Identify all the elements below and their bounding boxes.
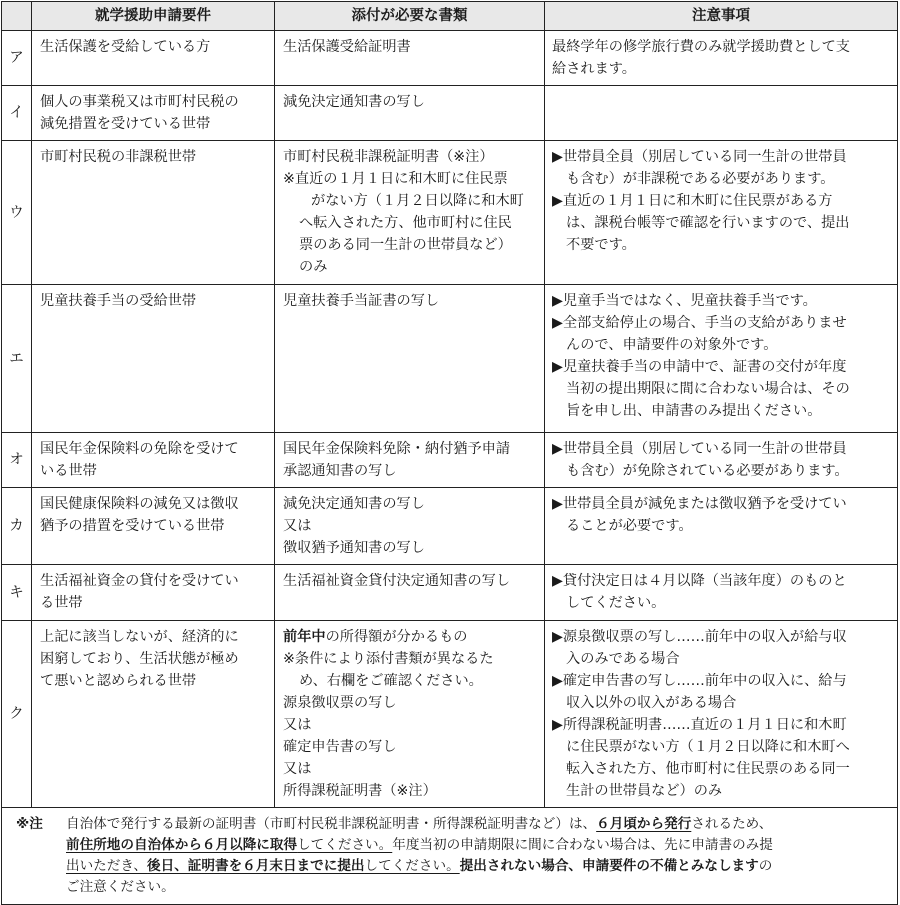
document-text: 票のある同一生計の世帯員など） <box>299 237 512 253</box>
documents-cell <box>275 565 545 621</box>
table-row <box>2 31 898 86</box>
table-row <box>2 488 898 565</box>
document-text: め、右欄をご確認ください。 <box>299 673 483 689</box>
notes-cell <box>545 141 898 285</box>
requirement-text: 児童扶養手当の受給世帯 <box>40 293 197 309</box>
notes-cell <box>545 86 898 141</box>
document-text: 徴収猶予通知書の写し <box>283 540 425 556</box>
note-text: は、課税台帳等で確認を行いますので、提出 <box>566 215 850 231</box>
note-text: 当初の提出期限に間に合わない場合は、その <box>566 381 850 397</box>
note-text: ▶世帯員全員（別居している同一生計の世帯員 <box>552 149 847 165</box>
footnote-row <box>2 808 898 905</box>
document-text: ※条件により添付書類が異なるた <box>283 651 494 667</box>
footnote-line-4 <box>16 877 889 898</box>
documents-cell <box>275 31 545 86</box>
requirements-table <box>1 1 898 905</box>
document-text: 所得課税証明書（※注） <box>283 783 437 799</box>
row-letter: ウ <box>2 141 32 285</box>
footnote-text: 年度当初の申請期限に間に合わない場合は、先に申請書のみ提 <box>392 837 773 853</box>
table-row <box>2 141 898 285</box>
notes-cell <box>545 31 898 86</box>
documents-cell <box>275 621 545 808</box>
footnote-line-1 <box>16 814 889 835</box>
document-text: へ転入された方、他市町村に住民 <box>299 215 512 231</box>
footnote-emphasis: 提出されない場合、申請要件の不備とみなします <box>459 858 759 874</box>
table-row <box>2 565 898 621</box>
document-text: 又は <box>283 761 312 777</box>
note-text: 入のみである場合 <box>566 651 680 667</box>
note-text: ▶世帯員全員（別居している同一生計の世帯員 <box>552 441 847 457</box>
note-text: も含む）が非課税である必要があります。 <box>566 171 835 187</box>
footnote-line-2 <box>16 835 889 856</box>
requirement-text: て悪いと認められる世帯 <box>40 673 197 689</box>
requirement-cell <box>32 433 275 488</box>
footnote-text: されるため、 <box>691 816 773 832</box>
footnote-text: の <box>758 858 773 874</box>
note-text: 不要です。 <box>566 237 636 253</box>
note-text: 最終学年の修学旅行費のみ就学援助費として支 <box>552 39 850 55</box>
footnote-text: ご注意ください。 <box>66 879 175 895</box>
row-letter: エ <box>2 285 32 433</box>
document-text: 市町村民税非課税証明書（※注） <box>283 149 494 165</box>
requirement-text: 上記に該当しないが、経済的に <box>40 629 239 645</box>
document-text: 確定申告書の写し <box>283 739 397 755</box>
header-notes: 注意事項 <box>545 2 898 31</box>
footnote-label: ※注 <box>16 816 43 832</box>
documents-cell <box>275 285 545 433</box>
requirement-text: 生活保護を受給している方 <box>40 39 211 55</box>
document-text: 源泉徴収票の写し <box>283 695 397 711</box>
document-text: 減免決定通知書の写し <box>283 94 425 110</box>
document-text: のみ <box>299 259 328 275</box>
note-text: 生計の世帯員など）のみ <box>566 783 723 799</box>
requirement-text: 猶予の措置を受けている世帯 <box>40 518 225 534</box>
footnote-line-3 <box>16 856 889 877</box>
document-text-first <box>283 626 538 648</box>
document-text: 児童扶養手当証書の写し <box>283 293 440 309</box>
note-text: ▶児童扶養手当の申請中で、証書の交付が年度 <box>552 359 847 375</box>
requirement-text: 減免措置を受けている世帯 <box>40 116 211 132</box>
document-text: ※直近の１月１日に和木町に住民票 <box>283 171 508 187</box>
documents-cell <box>275 433 545 488</box>
row-letter: カ <box>2 488 32 565</box>
notes-cell <box>545 565 898 621</box>
footnote-text: してください。 <box>364 858 460 874</box>
row-letter: イ <box>2 86 32 141</box>
document-text: 又は <box>283 518 312 534</box>
footnote-cell <box>2 808 898 905</box>
row-letter: ア <box>2 31 32 86</box>
requirement-text: る世帯 <box>40 595 83 611</box>
table-row <box>2 621 898 808</box>
note-text: ▶所得課税証明書……直近の１月１日に和木町 <box>552 717 847 733</box>
document-text: 承認通知書の写し <box>283 463 397 479</box>
table-row <box>2 86 898 141</box>
requirement-text: 困窮しており、生活状態が極め <box>40 651 239 667</box>
table-row <box>2 285 898 433</box>
note-text: ることが必要です。 <box>566 518 693 534</box>
footnote-text: 出いただき、 <box>66 858 148 874</box>
documents-cell <box>275 86 545 141</box>
notes-cell <box>545 433 898 488</box>
requirement-cell <box>32 565 275 621</box>
note-text: ▶児童手当ではなく、児童扶養手当です。 <box>552 293 817 309</box>
requirement-text: 国民健康保険料の減免又は徴収 <box>40 496 239 512</box>
documents-cell <box>275 141 545 285</box>
footnote-emphasis: ６月頃から発行 <box>596 816 692 832</box>
requirement-text: いる世帯 <box>40 463 97 479</box>
requirement-cell <box>32 621 275 808</box>
note-text: も含む）が免除されている必要があります。 <box>566 463 849 479</box>
note-text: ▶確定申告書の写し……前年中の収入に、給与 <box>552 673 847 689</box>
footnote-emphasis: 後日、証明書を６月末日までに提出 <box>147 858 365 874</box>
document-text: 生活保護受給証明書 <box>283 39 411 55</box>
previous-year-emphasis: 前年中 <box>283 629 326 645</box>
requirement-cell <box>32 86 275 141</box>
note-text: んので、申請要件の対象外です。 <box>566 337 778 353</box>
note-text: ▶世帯員全員が減免または徴収猶予を受けてい <box>552 496 847 512</box>
document-text: 減免決定通知書の写し <box>283 496 425 512</box>
note-text: ▶貸付決定日は４月以降（当該年度）のものと <box>552 573 847 589</box>
requirement-cell <box>32 488 275 565</box>
requirement-cell <box>32 141 275 285</box>
requirement-text: 個人の事業税又は市町村民税の <box>40 94 239 110</box>
document-text: 又は <box>283 717 312 733</box>
footnote-text: 自治体で発行する最新の証明書（市町村民税非課税証明書・所得課税証明書など）は、 <box>66 816 597 832</box>
note-text: 旨を申し出、申請書のみ提出ください。 <box>566 403 822 419</box>
document-text: 国民年金保険料免除・納付猶予申請 <box>283 441 511 457</box>
note-text: ▶全部支給停止の場合、手当の支給がありませ <box>552 315 847 331</box>
note-text: ▶直近の１月１日に和木町に住民票がある方 <box>552 193 833 209</box>
footnote-emphasis: 前住所地の自治体から６月以降に取得 <box>66 837 298 853</box>
row-letter: オ <box>2 433 32 488</box>
note-text: に住民票がない方（１月２日以降に和木町へ <box>566 739 850 755</box>
header-documents: 添付が必要な書類 <box>275 2 545 31</box>
requirement-text: 国民年金保険料の免除を受けて <box>40 441 239 457</box>
table-row <box>2 433 898 488</box>
requirement-text: 市町村民税の非課税世帯 <box>40 149 197 165</box>
requirement-cell <box>32 285 275 433</box>
note-text: ▶源泉徴収票の写し……前年中の収入が給与収 <box>552 629 847 645</box>
notes-cell <box>545 488 898 565</box>
header-requirement: 就学援助申請要件 <box>32 2 275 31</box>
requirement-cell <box>32 31 275 86</box>
document-text: がない方（１月２日以降に和木町 <box>311 193 524 209</box>
row-letter: キ <box>2 565 32 621</box>
documents-cell <box>275 488 545 565</box>
document-text-rest: の所得額が分かるもの <box>325 629 468 645</box>
note-text: 給されます。 <box>552 61 636 77</box>
notes-cell <box>545 285 898 433</box>
note-text: してください。 <box>566 595 666 611</box>
document-text: 生活福祉資金貸付決定通知書の写し <box>283 573 511 589</box>
header-letter <box>2 2 32 31</box>
requirement-text: 生活福祉資金の貸付を受けてい <box>40 573 239 589</box>
note-text: 転入された方、他市町村に住民票のある同一 <box>566 761 850 777</box>
note-text: 収入以外の収入がある場合 <box>566 695 737 711</box>
notes-cell <box>545 621 898 808</box>
header-row <box>2 2 898 31</box>
footnote-text: してください。 <box>297 837 393 853</box>
row-letter: ク <box>2 621 32 808</box>
